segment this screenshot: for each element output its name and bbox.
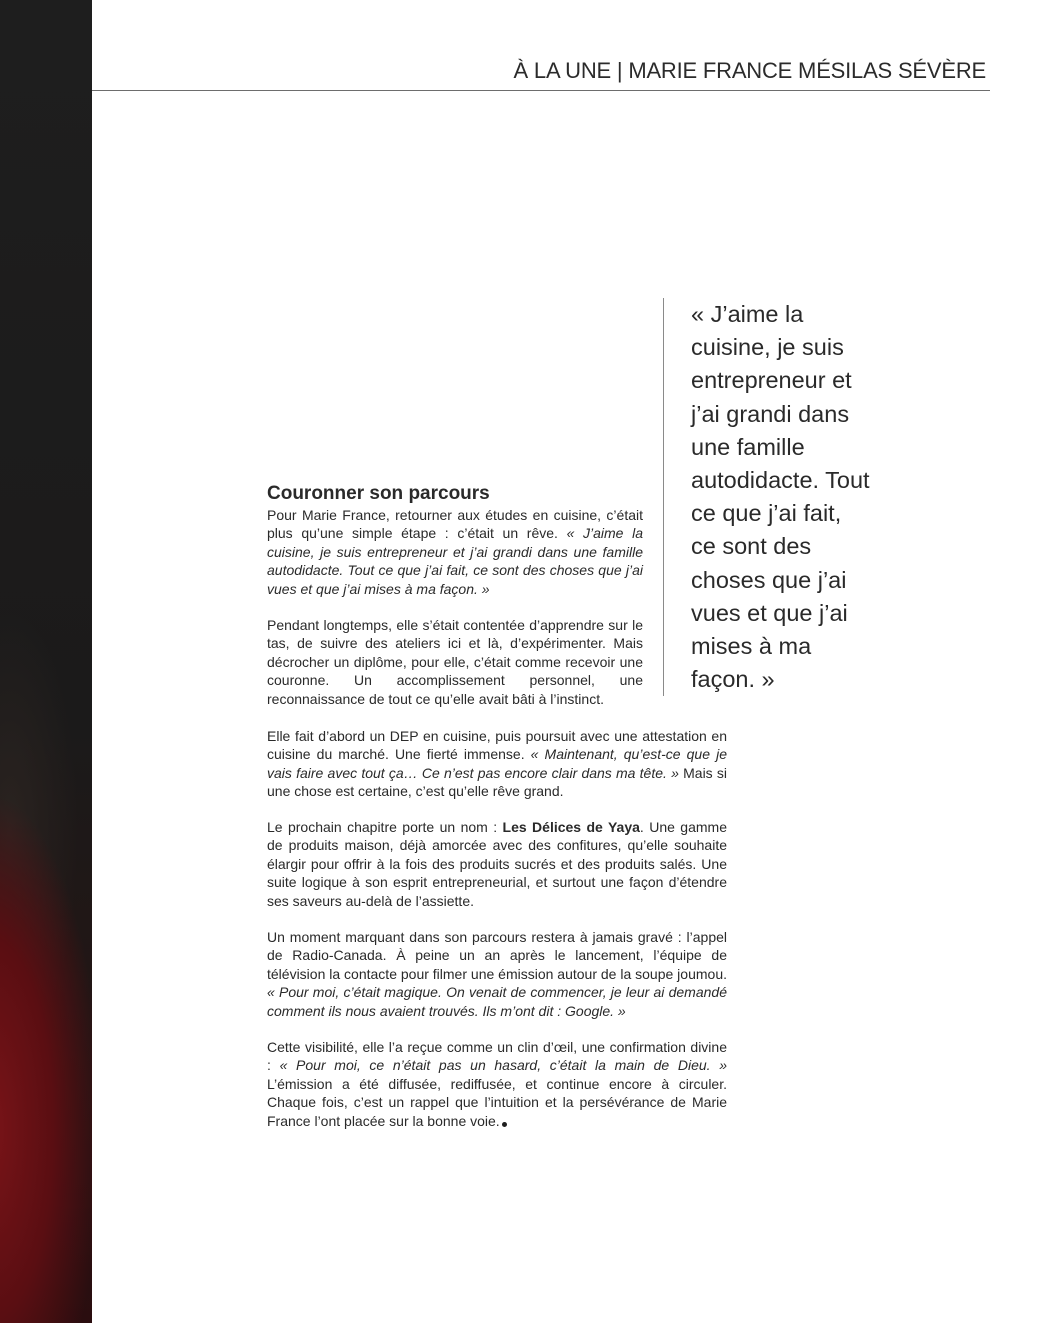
brand-name: Les Délices de Yaya: [502, 819, 640, 835]
inline-quote: « Pour moi, ce n’était pas un hasard, c’était la main de Dieu. »: [279, 1057, 728, 1074]
pullquote-divider: [663, 298, 664, 696]
inline-quote: « J’aime la cuisine, je suis entrepreneur et j’ai grandi dans une famille autodidacte. Tout ce que j’ai fait, ce sont des choses que j’ai vues et que j’ai mises à ma façon. »: [267, 525, 643, 597]
article-paragraph-4: Le prochain chapitre porte un nom : Les Délices de Yaya. Une gamme de produits maison, déjà amorcée avec des confitures, qu’elle souhaite élargir pour offrir à la fois des produits sucrés et des produits salés. Une suite logique à son esprit entrepreneurial, et surtout une façon d’étendre ses saveurs au-delà de l’assiette.: [267, 819, 727, 909]
article-heading: Couronner son parcours: [267, 483, 490, 504]
article-paragraph-3: Elle fait d’abord un DEP en cuisine, puis poursuit avec une attestation en cuisine du marché. Une fierté immense. « Maintenant, qu’est-ce que je vais faire avec tout ça… Ce n’est pas encore clair dans ma tête. » Mais si une chose est certaine, c’est qu’elle rêve grand.: [267, 728, 727, 800]
article-paragraph-2: Pendant longtemps, elle s’était contentée d’apprendre sur le tas, de suivre des ateliers ici et là, d’expérimenter. Mais décrocher un diplôme, pour elle, c’était comme recevoir une couronne. Un accomplissement personnel, une reconnaissance de tout ce qu’elle avait bâti à l’instinct.: [267, 617, 643, 707]
cover-photo-edge: [0, 0, 92, 1323]
page-header: [92, 58, 990, 91]
inline-quote: « Maintenant, qu’est-ce que je vais faire avec tout ça… Ce n’est pas encore clair dans ma tête. »: [267, 746, 727, 781]
article-paragraph-1: Pour Marie France, retourner aux études en cuisine, c’était plus qu’une simple étape : c’était un rêve. « J’aime la cuisine, je suis entrepreneur et j’ai grandi dans une famille autodidacte. Tout ce que j’ai fait, ce sont des choses que j’ai vues et que j’ai mises à ma façon. »: [267, 507, 643, 597]
article-paragraph-6: Cette visibilité, elle l’a reçue comme un clin d’œil, une confirmation divine : « Pour moi, ce n’était pas un hasard, c’était la main de Dieu. » L’émission a été diffusée, rediffusée, et continue encore à circuler. Chaque fois, c’est un rappel que l’intuition et la persévérance de Marie France l’ont placée sur la bonne voie.: [267, 1039, 728, 1129]
section-title: À LA UNE | MARIE FRANCE MÉSILAS SÉVÈRE: [513, 58, 986, 83]
inline-quote: « Pour moi, c’était magique. On venait de commencer, je leur ai demandé comment ils nous avaient trouvés. Ils m’ont dit : Google. »: [267, 984, 727, 1019]
pull-quote: « J’aime la cuisine, je suis entrepreneur et j’ai grandi dans une famille autodidacte. Tout ce que j’ai fait, ce sont des choses que j’ai vues et que j’ai mises à ma façon. »: [691, 301, 870, 693]
article-paragraph-5: Un moment marquant dans son parcours restera à jamais gravé : l’appel de Radio-Canada. À peine un an après le lancement, l’équipe de télévision la contacte pour filmer une émission autour de la soupe joumou. « Pour moi, c’était magique. On venait de commencer, je leur ai demandé comment ils nous avaient trouvés. Ils m’ont dit : Google. »: [267, 929, 727, 1019]
end-mark-icon: [502, 1122, 507, 1127]
